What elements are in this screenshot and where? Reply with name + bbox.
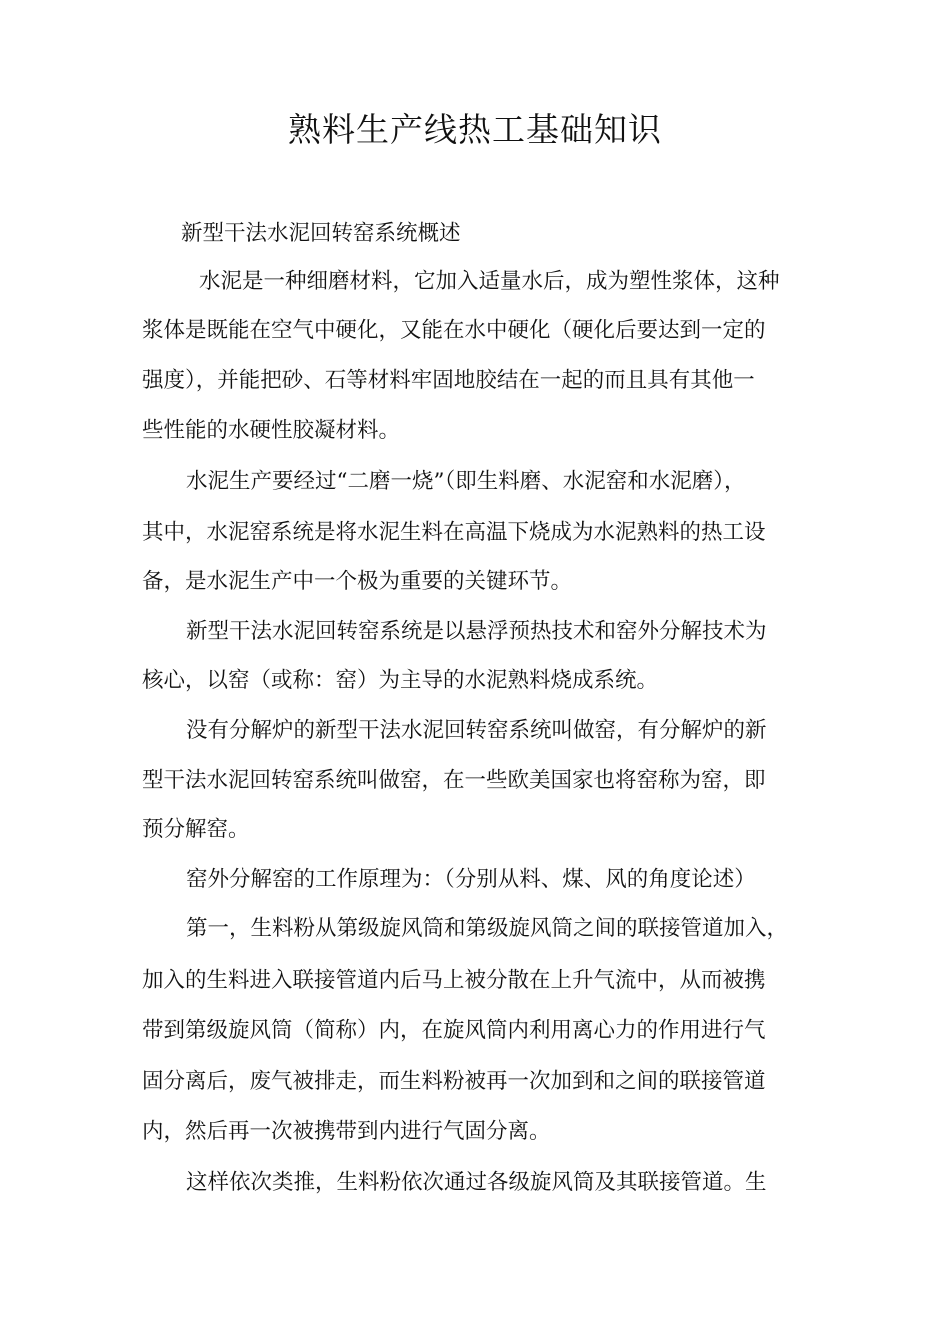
text-line-9: 核心，以窑（或称：窑）为主导的水泥熟料烧成系统。 xyxy=(142,668,659,693)
text-line-15: 加入的生料进入联接管道内后马上被分散在上升气流中，从而被携 xyxy=(142,968,766,993)
text-line-17: 固分离后，废气被排走，而生料粉被再一次加到和之间的联接管道 xyxy=(142,1069,766,1094)
section-heading: 新型干法水泥回转窑系统概述 xyxy=(181,221,461,246)
text-line-6: 其中，水泥窑系统是将水泥生料在高温下烧成为水泥熟料的热工设 xyxy=(142,520,766,545)
text-line-4: 些性能的水硬性胶凝材料。 xyxy=(142,418,401,443)
text-line-7: 备，是水泥生产中一个极为重要的关键环节。 xyxy=(142,569,573,594)
text-line-2: 浆体是既能在空气中硬化，又能在水中硬化（硬化后要达到一定的 xyxy=(142,318,766,343)
text-line-5: 水泥生产要经过“二磨一烧”（即生料磨、水泥窑和水泥磨）， xyxy=(186,469,746,494)
text-line-10: 没有分解炉的新型干法水泥回转窑系统叫做窑，有分解炉的新 xyxy=(186,718,767,743)
text-line-12: 预分解窑。 xyxy=(142,817,250,842)
text-line-11: 型干法水泥回转窑系统叫做窑，在一些欧美国家也将窑称为窑，即 xyxy=(142,768,766,793)
text-line-19: 这样依次类推，生料粉依次通过各级旋风筒及其联接管道。生 xyxy=(186,1170,767,1195)
text-line-8: 新型干法水泥回转窑系统是以悬浮预热技术和窑外分解技术为 xyxy=(186,619,767,644)
document-title: 熟料生产线热工基础知识 xyxy=(288,110,662,149)
text-line-13: 窑外分解窑的工作原理为：（分别从料、煤、风的角度论述） xyxy=(186,867,756,892)
text-line-16: 带到第级旋风筒（简称）内，在旋风筒内利用离心力的作用进行气 xyxy=(142,1018,766,1043)
text-line-18: 内，然后再一次被携带到内进行气固分离。 xyxy=(142,1119,551,1144)
text-line-1: 水泥是一种细磨材料，它加入适量水后，成为塑性浆体，这种 xyxy=(199,269,780,294)
text-line-3: 强度），并能把砂、石等材料牢固地胶结在一起的而且具有其他一 xyxy=(142,368,755,393)
text-line-14: 第一，生料粉从第级旋风筒和第级旋风筒之间的联接管道加入， xyxy=(186,916,789,941)
